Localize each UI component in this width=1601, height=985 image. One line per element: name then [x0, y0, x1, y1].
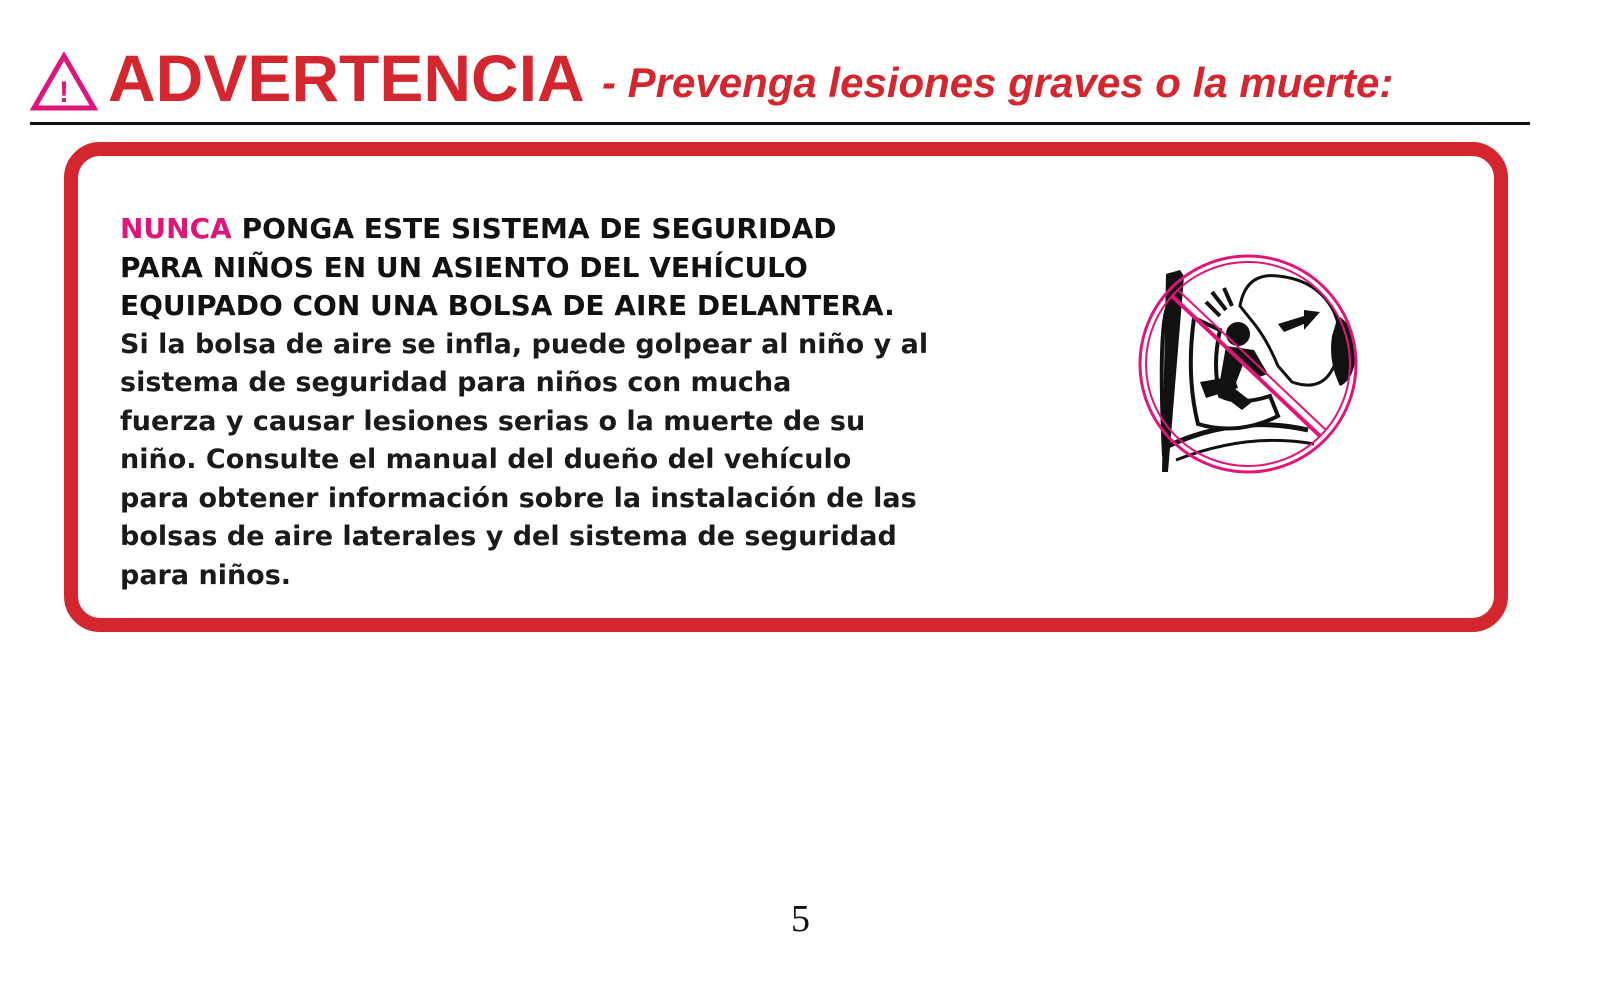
- warning-body-line-6: bolsas de aire laterales y del sistema de seguridad: [120, 521, 897, 552]
- warning-body-line-4: niño. Consulte el manual del dueño del vehículo: [120, 444, 852, 475]
- warning-body-line-2: sistema de seguridad para niños con mucha: [120, 367, 792, 398]
- warning-triangle-glyph: !: [59, 76, 69, 109]
- warning-body-line-5: para obtener información sobre la instalación de las: [120, 482, 917, 514]
- warning-box: [64, 142, 1508, 632]
- warning-text: [120, 210, 980, 595]
- no-car-seat-front-airbag-icon: [1128, 246, 1368, 486]
- warning-header: [30, 40, 1530, 125]
- warning-heading-line: [120, 210, 980, 249]
- never-emphasis: NUNCA: [120, 212, 232, 245]
- warning-body-line-7: para niños.: [120, 559, 292, 591]
- warning-subtitle: - Prevenga lesiones graves o la muerte:: [602, 59, 1394, 106]
- warning-heading-line-3: EQUIPADO CON UNA BOLSA DE AIRE DELANTERA.: [120, 289, 895, 322]
- warning-body-line-1: Si la bolsa de aire se infla, puede golpear al niño y al: [120, 328, 929, 360]
- page-number: 5: [791, 898, 810, 940]
- warning-body-line-3: fuerza y causar lesiones serias o la muerte de su: [120, 405, 866, 437]
- warning-heading-line-1: PONGA ESTE SISTEMA DE SEGURIDAD: [231, 212, 837, 245]
- warning-triangle-icon: [30, 52, 98, 112]
- warning-heading-line-2: PARA NIÑOS EN UN ASIENTO DEL VEHÍCULO: [120, 250, 808, 284]
- warning-title: ADVERTENCIA: [108, 41, 585, 115]
